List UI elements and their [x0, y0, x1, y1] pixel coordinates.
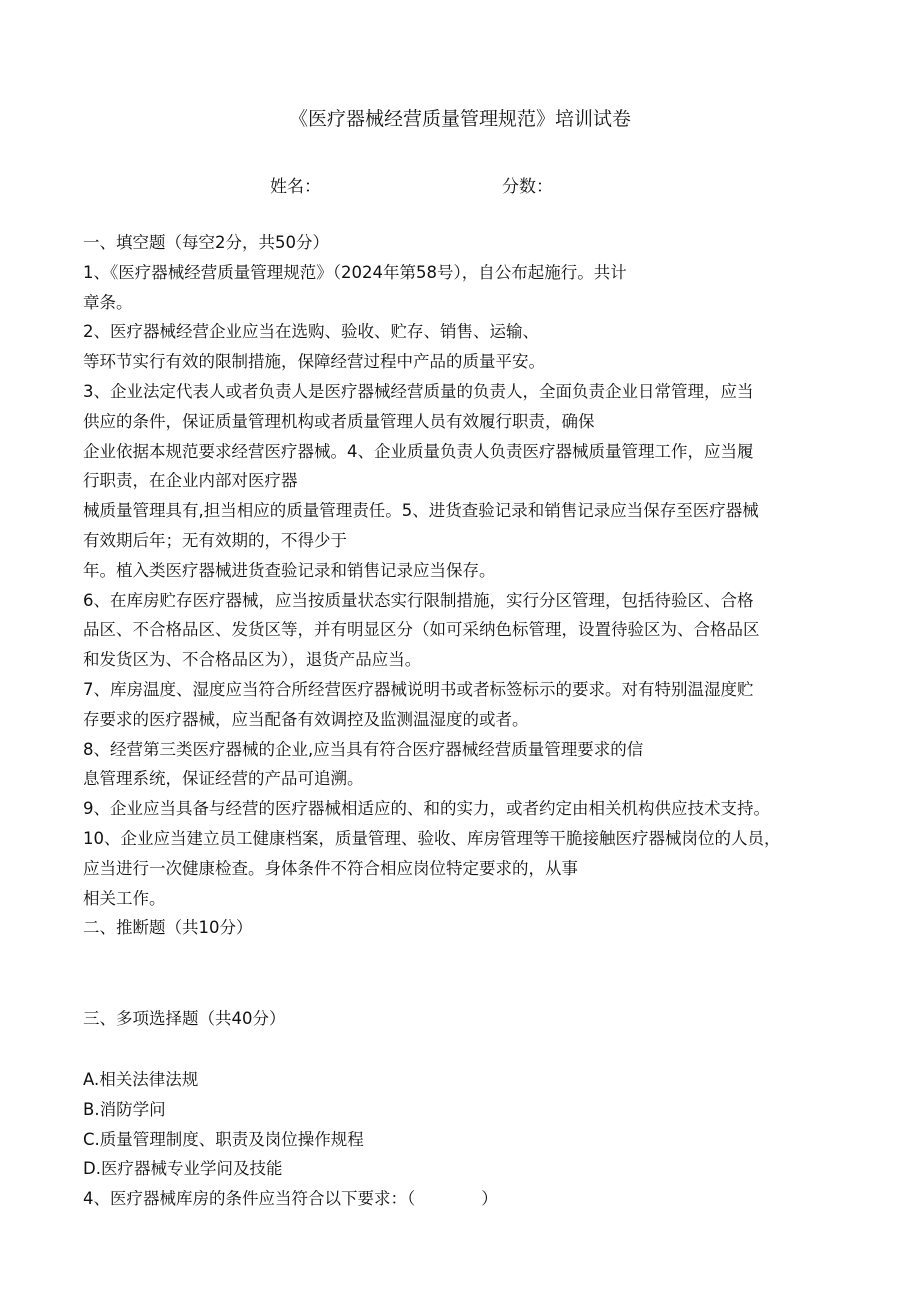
section2-heading: 二、推断题（共10分） — [83, 918, 253, 938]
question-line: 供应的条件，保证质量管理机构或者质量管理人员有效履行职责，确保 — [83, 411, 595, 431]
question-4: 4、医疗器械库房的条件应当符合以下要求：（ ） — [83, 1189, 498, 1209]
option-d: D.医疗器械专业学问及技能 — [83, 1159, 283, 1179]
section-fill-in-blank — [83, 228, 853, 943]
question-line: 9、企业应当具备与经营的医疗器械相适应的、和的实力，或者约定由相关机构供应技术支持。 — [83, 799, 770, 819]
question-line: 2、医疗器械经营企业应当在选购、验收、贮存、销售、运输、 — [83, 322, 539, 342]
section3-heading: 三、多项选择题（共40分） — [83, 1009, 286, 1028]
question-line: 行职责，在企业内部对医疗器 — [83, 471, 298, 491]
question-line: 械质量管理具有,担当相应的质量管理责任。5、进货查验记录和销售记录应当保存至医疗器械 — [83, 501, 759, 521]
option-a: A.相关法律法规 — [83, 1070, 199, 1089]
question-line: 3、企业法定代表人或者负责人是医疗器械经营质量的负责人，全面负责企业日常管理，应当 — [83, 381, 754, 401]
question-line: 企业依据本规范要求经营医疗器械。4、企业质量负责人负责医疗器械质量管理工作，应当履 — [83, 441, 754, 461]
question-line: 和发货区为、不合格品区为），退货产品应当。 — [83, 650, 422, 670]
question-line: 相关工作。 — [83, 888, 166, 908]
question-line: 有效期后年；无有效期的，不得少于 — [83, 530, 347, 550]
question-line: 存要求的医疗器械，应当配备有效调控及监测温湿度的或者。 — [83, 709, 529, 729]
question-line: 品区、不合格品区、发货区等，并有明显区分（如可采纳色标管理，设置待验区为、合格品区 — [83, 620, 760, 640]
question-line: 7、库房温度、湿度应当符合所经营医疗器械说明书或者标签标示的要求。对有特别温湿度贮 — [83, 679, 754, 699]
info-row — [0, 172, 920, 196]
section1-heading: 一、填空题（每空2分，共50分） — [83, 233, 329, 252]
section-multiple-choice — [83, 1065, 853, 1214]
question-line: 章条。 — [83, 292, 133, 312]
option-b: B.消防学问 — [83, 1099, 166, 1119]
question-line: 息管理系统，保证经营的产品可追溯。 — [83, 769, 364, 789]
question-line: 8、经营第三类医疗器械的企业,应当具有符合医疗器械经营质量管理要求的信 — [83, 739, 644, 759]
name-label: 姓名： — [270, 177, 321, 197]
score-label: 分数： — [502, 177, 553, 197]
question-line: 等环节实行有效的限制措施，保障经营过程中产品的质量平安。 — [83, 352, 545, 372]
document-title: 《医疗器械经营质量管理规范》培训试卷 — [288, 108, 631, 130]
question-line: 1、《医疗器械经营质量管理规范》（2024年第58号），自公布起施行。共计 — [83, 262, 627, 282]
question-line: 10、企业应当建立员工健康档案，质量管理、验收、库房管理等干脆接触医疗器械岗位的人员， — [83, 828, 781, 848]
question-line: 应当进行一次健康检查。身体条件不符合相应岗位特定要求的，从事 — [83, 858, 578, 878]
option-c: C.质量管理制度、职责及岗位操作规程 — [83, 1129, 364, 1149]
question-line: 年。植入类医疗器械进货查验记录和销售记录应当保存。 — [83, 560, 496, 580]
question-line: 6、在库房贮存医疗器械，应当按质量状态实行限制措施，实行分区管理，包括待验区、合格 — [83, 590, 754, 610]
